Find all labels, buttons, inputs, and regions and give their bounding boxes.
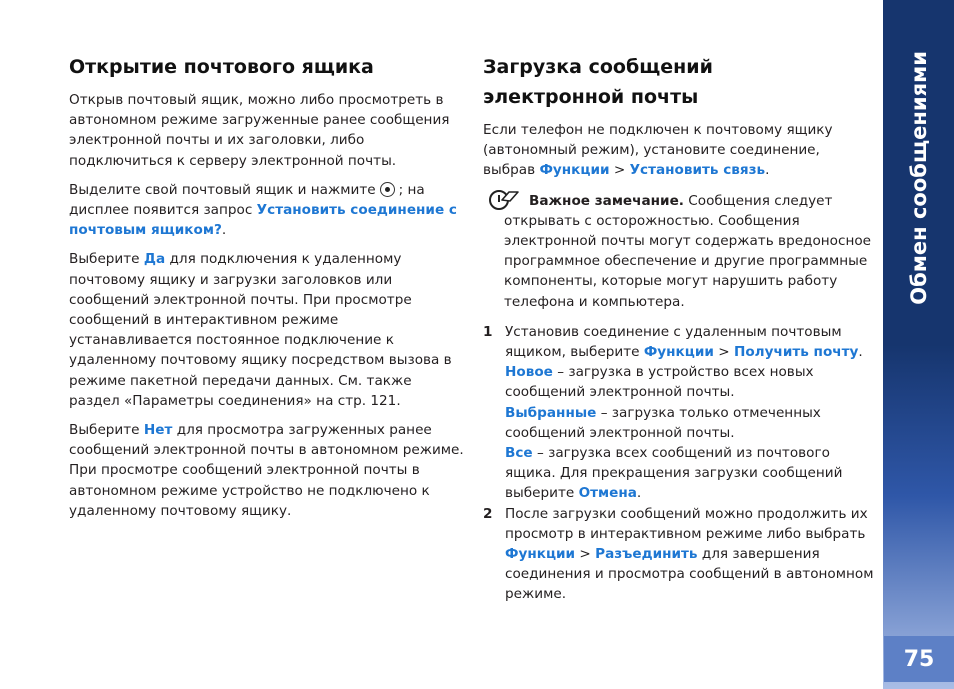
step-2-number: 2 [483,505,493,522]
no-option: Нет [143,422,173,439]
p2-text-before: Выделите свой почтовый ящик и нажмите [69,181,376,198]
p2-text-after: . [221,222,227,239]
functions-link: Функции [539,162,610,179]
left-paragraph-4 [69,420,464,521]
step-2 [483,504,875,605]
step-1 [483,322,875,504]
s2-text-after: для завершения соединения и просмотра сообщений в автономном режиме. [505,546,874,603]
right-heading-line-2: электронной почты [483,86,699,108]
left-paragraph-1: Открыв почтовый ящик, можно либо просмотреть в автономном режиме загруженные ранее сообщения электронной почты и их заголовки, либо подключиться к серверу электронной почты. [69,92,450,169]
all-option-after: . [636,485,642,502]
s1-text-after: . [858,344,863,361]
all-option-text: – загрузка всех сообщений из почтового ящика. Для прекращения загрузки сообщений выберите [505,445,843,502]
note-label: Важное замечание. [529,192,684,209]
option-selected [505,403,875,443]
step-1-number: 1 [483,323,493,340]
functions-link-2: Функции [643,344,714,361]
section-title-vertical [893,50,945,305]
yes-option: Да [143,251,166,268]
warning-note-icon [488,189,520,211]
step-2-text [505,504,875,605]
page-number: 75 [884,636,954,682]
step-1-text [505,322,875,362]
new-option: Новое [505,364,553,381]
r-p1-text-before: Если телефон не подключен к почтовому ящику (автономный режим), установите соединение, выбрав [483,122,833,179]
note-body [504,191,875,312]
s1-text-before: Установив соединение с удаленным почтовым ящиком, выберите [505,323,842,361]
option-new [505,362,875,402]
section-title-text: Обмен сообщениями [907,50,931,305]
new-option-text: – загрузка в устройство всех новых сообщений электронной почты. [505,364,814,401]
get-mail-link: Получить почту [733,344,859,361]
right-heading [483,52,875,112]
functions-link-3: Функции [505,546,576,563]
option-all [505,443,875,504]
selected-option: Выбранные [505,404,597,421]
cancel-option: Отмена [578,485,637,502]
navi-key-icon [380,182,395,197]
p4-text-after: для просмотра загруженных ранее сообщений электронной почты в автономном режиме. При просмотре сообщений электронной почты в автономном режиме устройство не подключено к удаленному почтовому ящику. [69,422,464,519]
s2-text-before: После загрузки сообщений можно продолжить их просмотр в интерактивном режиме либо выбрать [505,505,868,542]
right-paragraph-1 [483,120,875,181]
path-separator-3: > [579,546,591,563]
path-separator-2: > [718,344,730,361]
p2-text-mid: ; на дисплее появится запрос [69,181,425,219]
all-option: Все [505,445,533,462]
note-text: Сообщения следует открывать с осторожностью. Сообщения электронной почты могут содержать вредоносное программное обеспечение и другие программные компоненты, которые могут нарушить работу телефона и компьютера. [504,192,872,310]
right-column [483,52,875,605]
r-p1-text-after: . [765,162,770,179]
disconnect-link: Разъединить [595,546,698,563]
left-heading: Открытие почтового ящика [69,56,374,78]
p3-text-after: для подключения к удаленному почтовому ящику и загрузки заголовков или сообщений электронной почты. При просмотре сообщений в интерактивном режиме устанавливается постоянное подключение к удаленному почтовому ящику посредством вызова в режиме пакетной передачи данных. См. также раздел «Параметры соединения» на стр. 121. [69,251,452,409]
left-paragraph-3 [69,249,464,411]
connect-link: Установить связь [629,162,766,179]
path-separator: > [613,162,626,179]
left-column [69,52,464,521]
selected-option-text: – загрузка только отмеченных сообщений электронной почты. [505,404,821,441]
important-note [483,191,875,312]
p4-text-before: Выберите [69,422,140,439]
left-paragraph-2 [69,180,464,241]
right-heading-line-1: Загрузка сообщений [483,56,713,78]
p3-text-before: Выберите [69,251,140,268]
prompt-link: Установить соединение с почтовым ящиком? [69,202,457,239]
